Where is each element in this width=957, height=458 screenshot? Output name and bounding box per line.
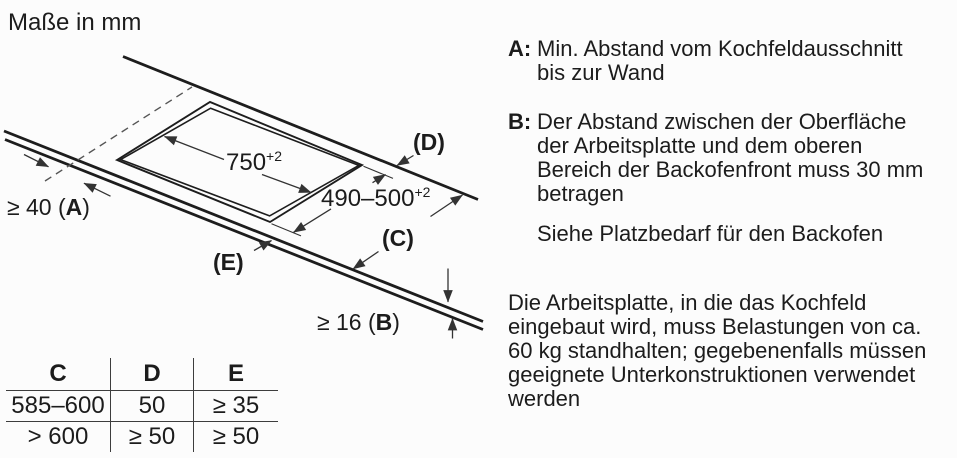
table-cell: 50 — [111, 391, 194, 422]
table-cell: ≥ 50 — [111, 422, 194, 453]
table-cell: > 600 — [6, 422, 111, 453]
note-siehe: Siehe Platzbedarf für den Backofen — [537, 221, 884, 246]
wall-dashed-line — [45, 87, 192, 181]
note-a — [508, 37, 903, 85]
dim-750-line-right — [262, 175, 311, 193]
label-d: (D) — [413, 129, 445, 155]
note-b-label: B: — [508, 109, 532, 134]
note-b-line: betragen — [537, 181, 624, 206]
extension-line-c — [364, 166, 394, 178]
table-row — [6, 422, 278, 453]
table-header-row — [6, 358, 278, 391]
note-b — [508, 110, 923, 206]
note-b-line: Der Abstand zwischen der Oberfläche — [537, 109, 907, 134]
dim-b-label: ≥ 16 (B) — [317, 309, 400, 335]
dim-750-line-left — [165, 137, 225, 160]
dimension-table — [6, 358, 278, 452]
label-e: (E) — [213, 249, 244, 275]
dim-a-label: ≥ 40 (A) — [7, 194, 90, 220]
dim-750-label: $750^{+2}$ — [226, 148, 283, 176]
dim-490-500-label: $490-500^{+2}$ — [321, 184, 431, 212]
table-row — [6, 391, 278, 422]
paragraph-line: eingebaut wird, muss Belastungen von ca. — [508, 314, 922, 339]
table-cell: 585–600 — [11, 392, 105, 419]
dim-c-line-lower — [353, 252, 379, 270]
table-header-c: C — [6, 358, 111, 391]
note-a-line: bis zur Wand — [537, 60, 665, 85]
label-c: (C) — [382, 225, 414, 251]
paragraph-line: werden — [508, 386, 581, 411]
table-cell: ≥ 50 — [194, 422, 279, 453]
paragraph-lines — [508, 291, 926, 411]
table-cell: ≥ 35 — [194, 391, 279, 422]
note-b-line: Bereich der Backofenfront muss 30 mm — [537, 157, 924, 182]
dim-490-line-upper — [373, 175, 386, 183]
note-a-label: A: — [508, 36, 532, 61]
note-a-line: Min. Abstand vom Kochfeldausschnitt — [537, 36, 903, 61]
page-title: Maße in mm — [8, 9, 142, 36]
note-a-text — [537, 37, 903, 85]
table-header-d: D — [111, 358, 194, 391]
note-b-text — [537, 110, 923, 206]
paragraph-line: 60 kg standhalten; gegebenenfalls müssen — [508, 338, 927, 363]
table-header-e: E — [194, 358, 279, 391]
label-d-leader — [397, 156, 414, 166]
note-worktop-paragraph — [508, 291, 957, 411]
dim-490-line-lower — [294, 209, 332, 232]
note-b-line: der Arbeitsplatte und dem oberen — [537, 133, 863, 158]
paragraph-line: geeignete Unterkonstruktionen verwendet — [508, 362, 916, 387]
dim-c-line-upper — [431, 195, 463, 217]
paragraph-line: Die Arbeitsplatte, in die das Kochfeld — [508, 290, 867, 315]
